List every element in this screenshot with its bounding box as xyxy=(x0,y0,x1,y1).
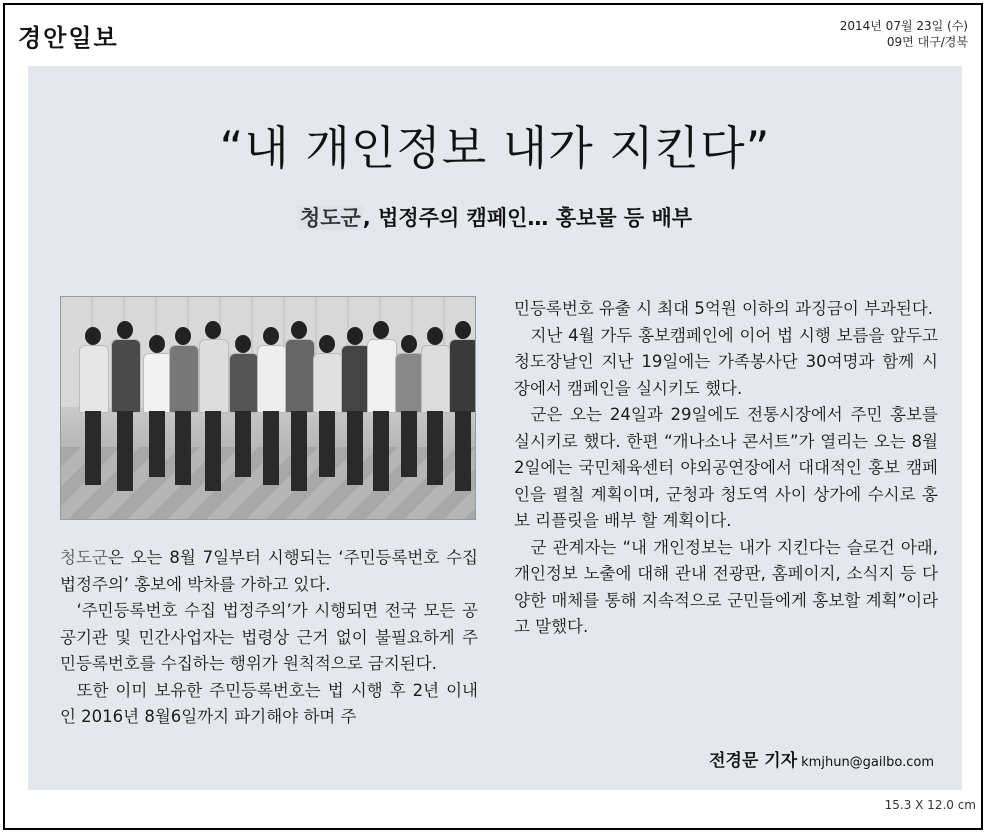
paragraph: 군 관계자는 “내 개인정보는 내가 지킨다는 슬로건 아래, 개인정보 노출에 대해 관내 전광판, 홈페이지, 소식지 등 다양한 매체를 통해 지속적으로 군민들에게 홍보할 계획”이라고 말했다. xyxy=(514,537,938,636)
subhead-rest: , 법정주의 캠페인… 홍보물 등 배부 xyxy=(362,206,693,230)
headline: “내 개인정보 내가 지킨다” xyxy=(219,121,771,175)
paragraph: ‘주민등록번호 수집 법정주의’가 시행되면 전국 모든 공공기관 및 민간사업자는 법령상 근거 없이 불필요하게 주민등록번호를 수집하는 행위가 원칙적으로 금지된다. xyxy=(60,601,478,673)
byline xyxy=(709,746,934,771)
subhead-highlight: 청도군 xyxy=(299,206,361,230)
reporter-email: kmjhun@gailbo.com xyxy=(801,755,934,770)
paragraph: 군은 오는 24일과 29일에도 전통시장에서 주민 홍보를 실시키로 했다. 한편 “개나소나 콘서트”가 열리는 오는 8월 2일에는 국민체육센터 야외공연장에서 대대적인 홍보 캠페인을 펼칠 계획이며, 군청과 청도역 사이 상가에 수시로 홍보 리플릿을 배부 할 계획이다. xyxy=(514,405,938,530)
lead-term: 청도군 xyxy=(60,548,108,567)
dateline-date: 2014년 07월 23일 (수) xyxy=(839,19,968,33)
paragraph-text: 은 오는 8월 7일부터 시행되는 ‘주민등록번호 수집 법정주의’ 홍보에 박차를 가하고 있다. xyxy=(60,548,478,594)
masthead: 경안일보 xyxy=(18,24,119,52)
group-photo xyxy=(60,296,476,520)
paragraph xyxy=(60,545,478,598)
dateline-section: 09면 대구/경북 xyxy=(886,35,968,49)
article-column-left xyxy=(60,545,478,731)
dateline xyxy=(840,18,968,50)
article-column-right xyxy=(514,296,938,641)
paragraph: 지난 4월 가두 홍보캠페인에 이어 법 시행 보름을 앞두고 청도장날인 지난 19일에는 가족봉사단 30여명과 함께 시장에서 캠페인을 실시키도 했다. xyxy=(514,325,938,398)
clipping-size: 15.3 X 12.0 cm xyxy=(884,798,976,812)
reporter-name: 전경문 기자 xyxy=(709,751,798,771)
subheadline xyxy=(0,202,990,232)
paragraph: 또한 이미 보유한 주민등록번호는 법 시행 후 2년 이내인 2016년 8월6일까지 파기해야 하며 주 xyxy=(60,680,478,726)
paragraph: 민등록번호 유출 시 최대 5억원 이하의 과징금이 부과된다. xyxy=(514,299,934,318)
